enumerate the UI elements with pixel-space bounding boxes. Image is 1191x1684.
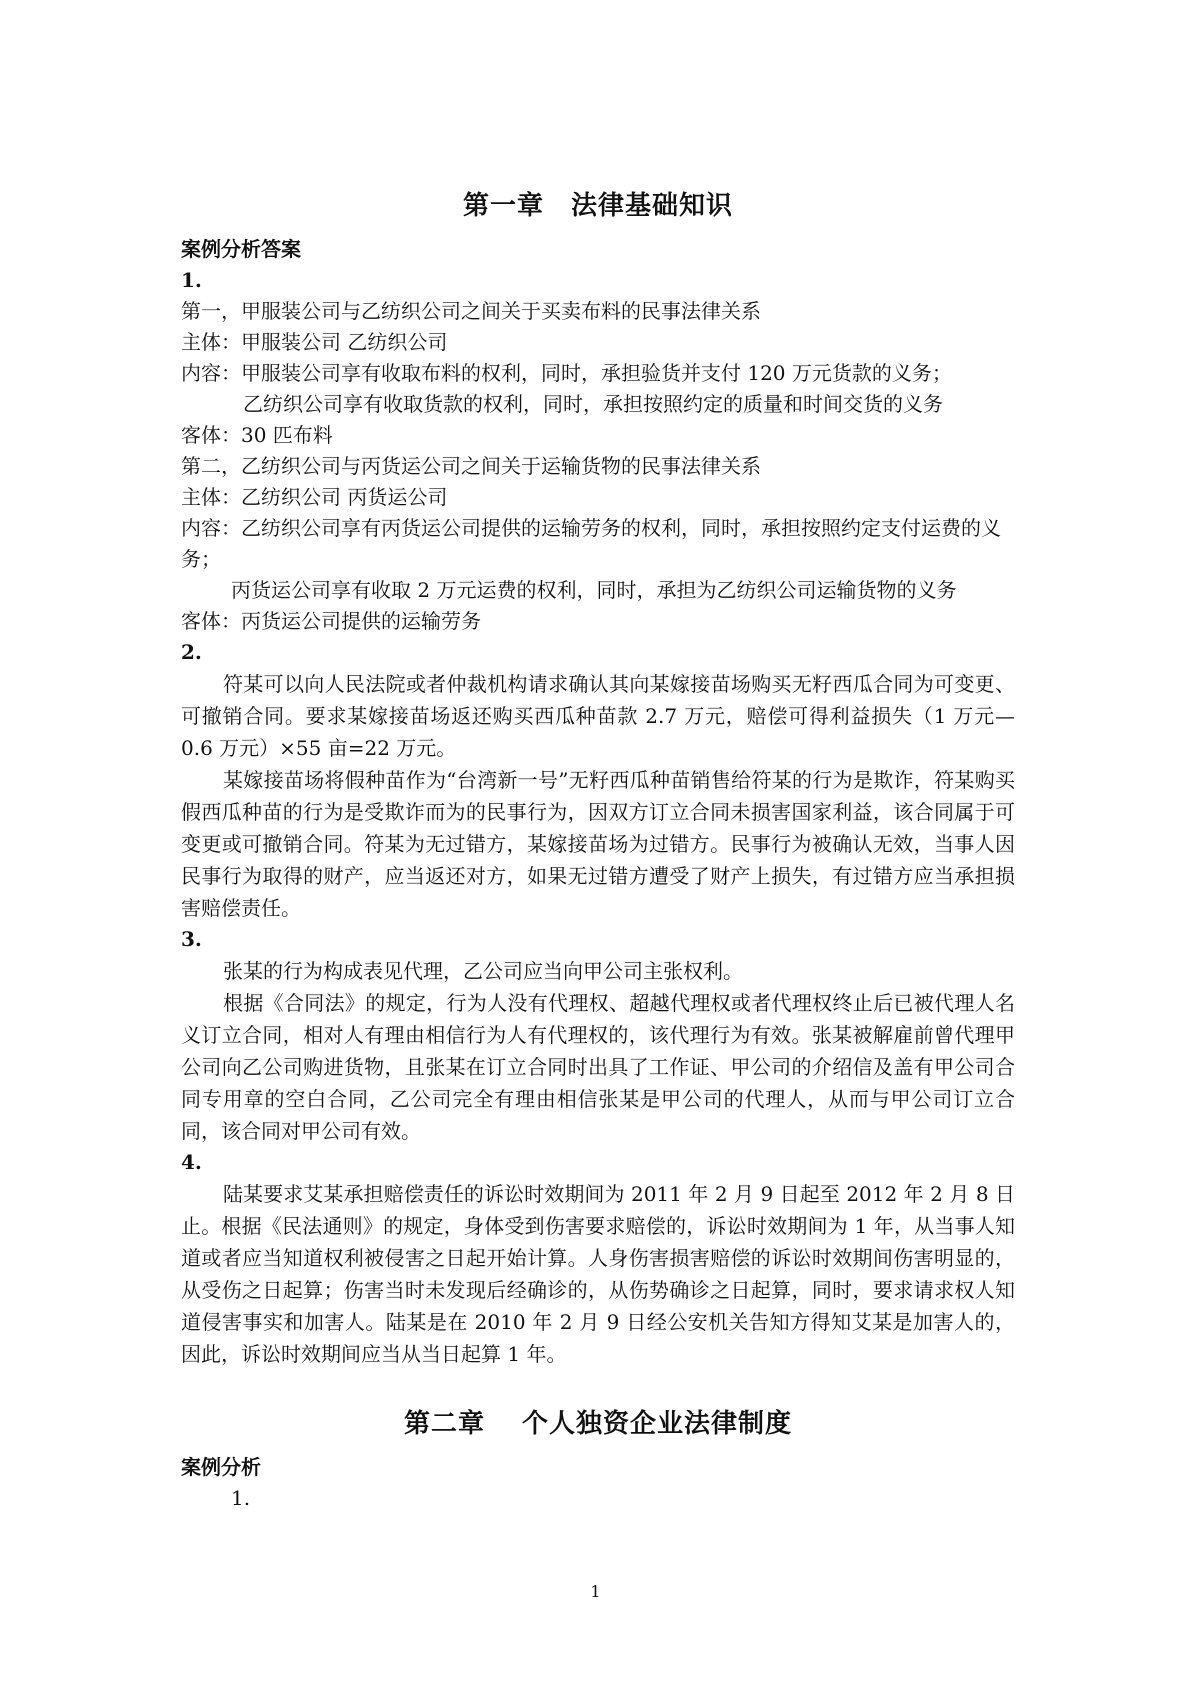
chapter-1-title: 第一章 法律基础知识 [462,191,733,221]
q2-paragraph-2: 某嫁接苗场将假种苗作为“台湾新一号”无籽西瓜种苗销售给符某的行为是欺诈，符某购买假西瓜种苗的行为是受欺诈而为的民事行为，因双方订立合同未损害国家利益，该合同属于可变更或可撤销合同。符某为无过错方，某嫁接苗场为过错方。民事行为被确认无效，当事人因民事行为取得的财产，应当返还对方，如果无过错方遭受了财产上损失，有过错方应当承担损害赔偿责任。 [181,768,1015,920]
question-2-number: 2. [181,640,202,664]
q1-line-1: 第一，甲服装公司与乙纺织公司之间关于买卖布料的民事法律关系 [181,299,761,323]
q1-line-3: 内容：甲服装公司享有收取布料的权利，同时，承担验货并支付 120 万元货款的义务； [181,361,952,385]
q1-line-9: 丙货运公司享有收取 2 万元运费的权利，同时，承担为乙纺织公司运输货物的义务 [231,578,957,602]
q1-line-10: 客体：丙货运公司提供的运输劳务 [181,609,481,633]
q1-line-5: 客体：30 匹布料 [181,423,333,447]
chapter-2-title: 第二章 个人独资企业法律制度 [403,1409,793,1439]
q1-line-4: 乙纺织公司享有收取货款的权利，同时，承担按照约定的质量和时间交货的义务 [243,392,943,416]
q3-paragraph-2: 根据《合同法》的规定，行为人没有代理权、超越代理权或者代理权终止后已被代理人名义订立合同，相对人有理由相信行为人有代理权的，该代理行为有效。张某被解雇前曾代理甲公司向乙公司购进货物，且张某在订立合同时出具了工作证、甲公司的介绍信及盖有甲公司合同专用章的空白合同，乙公司完全有理由相信张某是甲公司的代理人，从而与甲公司订立合同，该合同对甲公司有效。 [181,991,1015,1143]
page-number: 1 [590,1582,601,1601]
q2-paragraph-1: 符某可以向人民法院或者仲裁机构请求确认其向某嫁接苗场购买无籽西瓜合同为可变更、可撤销合同。要求某嫁接苗场返还购买西瓜种苗款 2.7 万元，赔偿可得利益损失（1 万元—0.6 万元）×55 亩=22 万元。 [181,672,1015,760]
q1-line-7: 主体：乙纺织公司 丙货运公司 [181,485,448,509]
q3-paragraph-1: 张某的行为构成表见代理，乙公司应当向甲公司主张权利。 [223,959,743,983]
chapter-1-section-heading: 案例分析答案 [181,237,301,261]
q4-paragraph-1: 陆某要求艾某承担赔偿责任的诉讼时效期间为 2011 年 2 月 9 日起至 2012 年 2 月 8 日止。根据《民法通则》的规定，身体受到伤害要求赔偿的，诉讼时效期间为 1 年，从当事人知道或者应当知道权利被侵害之日起开始计算。人身伤害损害赔偿的诉讼时效期间伤害明显的，从受伤之日起算；伤害当时未发现后经确诊的，从伤势确诊之日起算，同时，要求请求权人知道侵害事实和加害人。陆某是在 2010 年 2 月 9 日经公安机关告知方得知艾某是加害人的，因此，诉讼时效期间应当从当日起算 1 年。 [181,1182,1015,1366]
chapter-2-item-1: 1. [231,1486,251,1510]
q1-line-8: 内容：乙纺织公司享有丙货运公司提供的运输劳务的权利，同时，承担按照约定支付运费的义务； [181,516,1001,571]
question-1-number: 1. [181,268,202,292]
q1-line-6: 第二，乙纺织公司与丙货运公司之间关于运输货物的民事法律关系 [181,454,761,478]
question-3-number: 3. [181,927,202,951]
page-content [181,186,1015,1514]
chapter-2-section-heading: 案例分析 [181,1455,261,1479]
q1-line-2: 主体：甲服装公司 乙纺织公司 [181,330,448,354]
question-4-number: 4. [181,1150,202,1174]
